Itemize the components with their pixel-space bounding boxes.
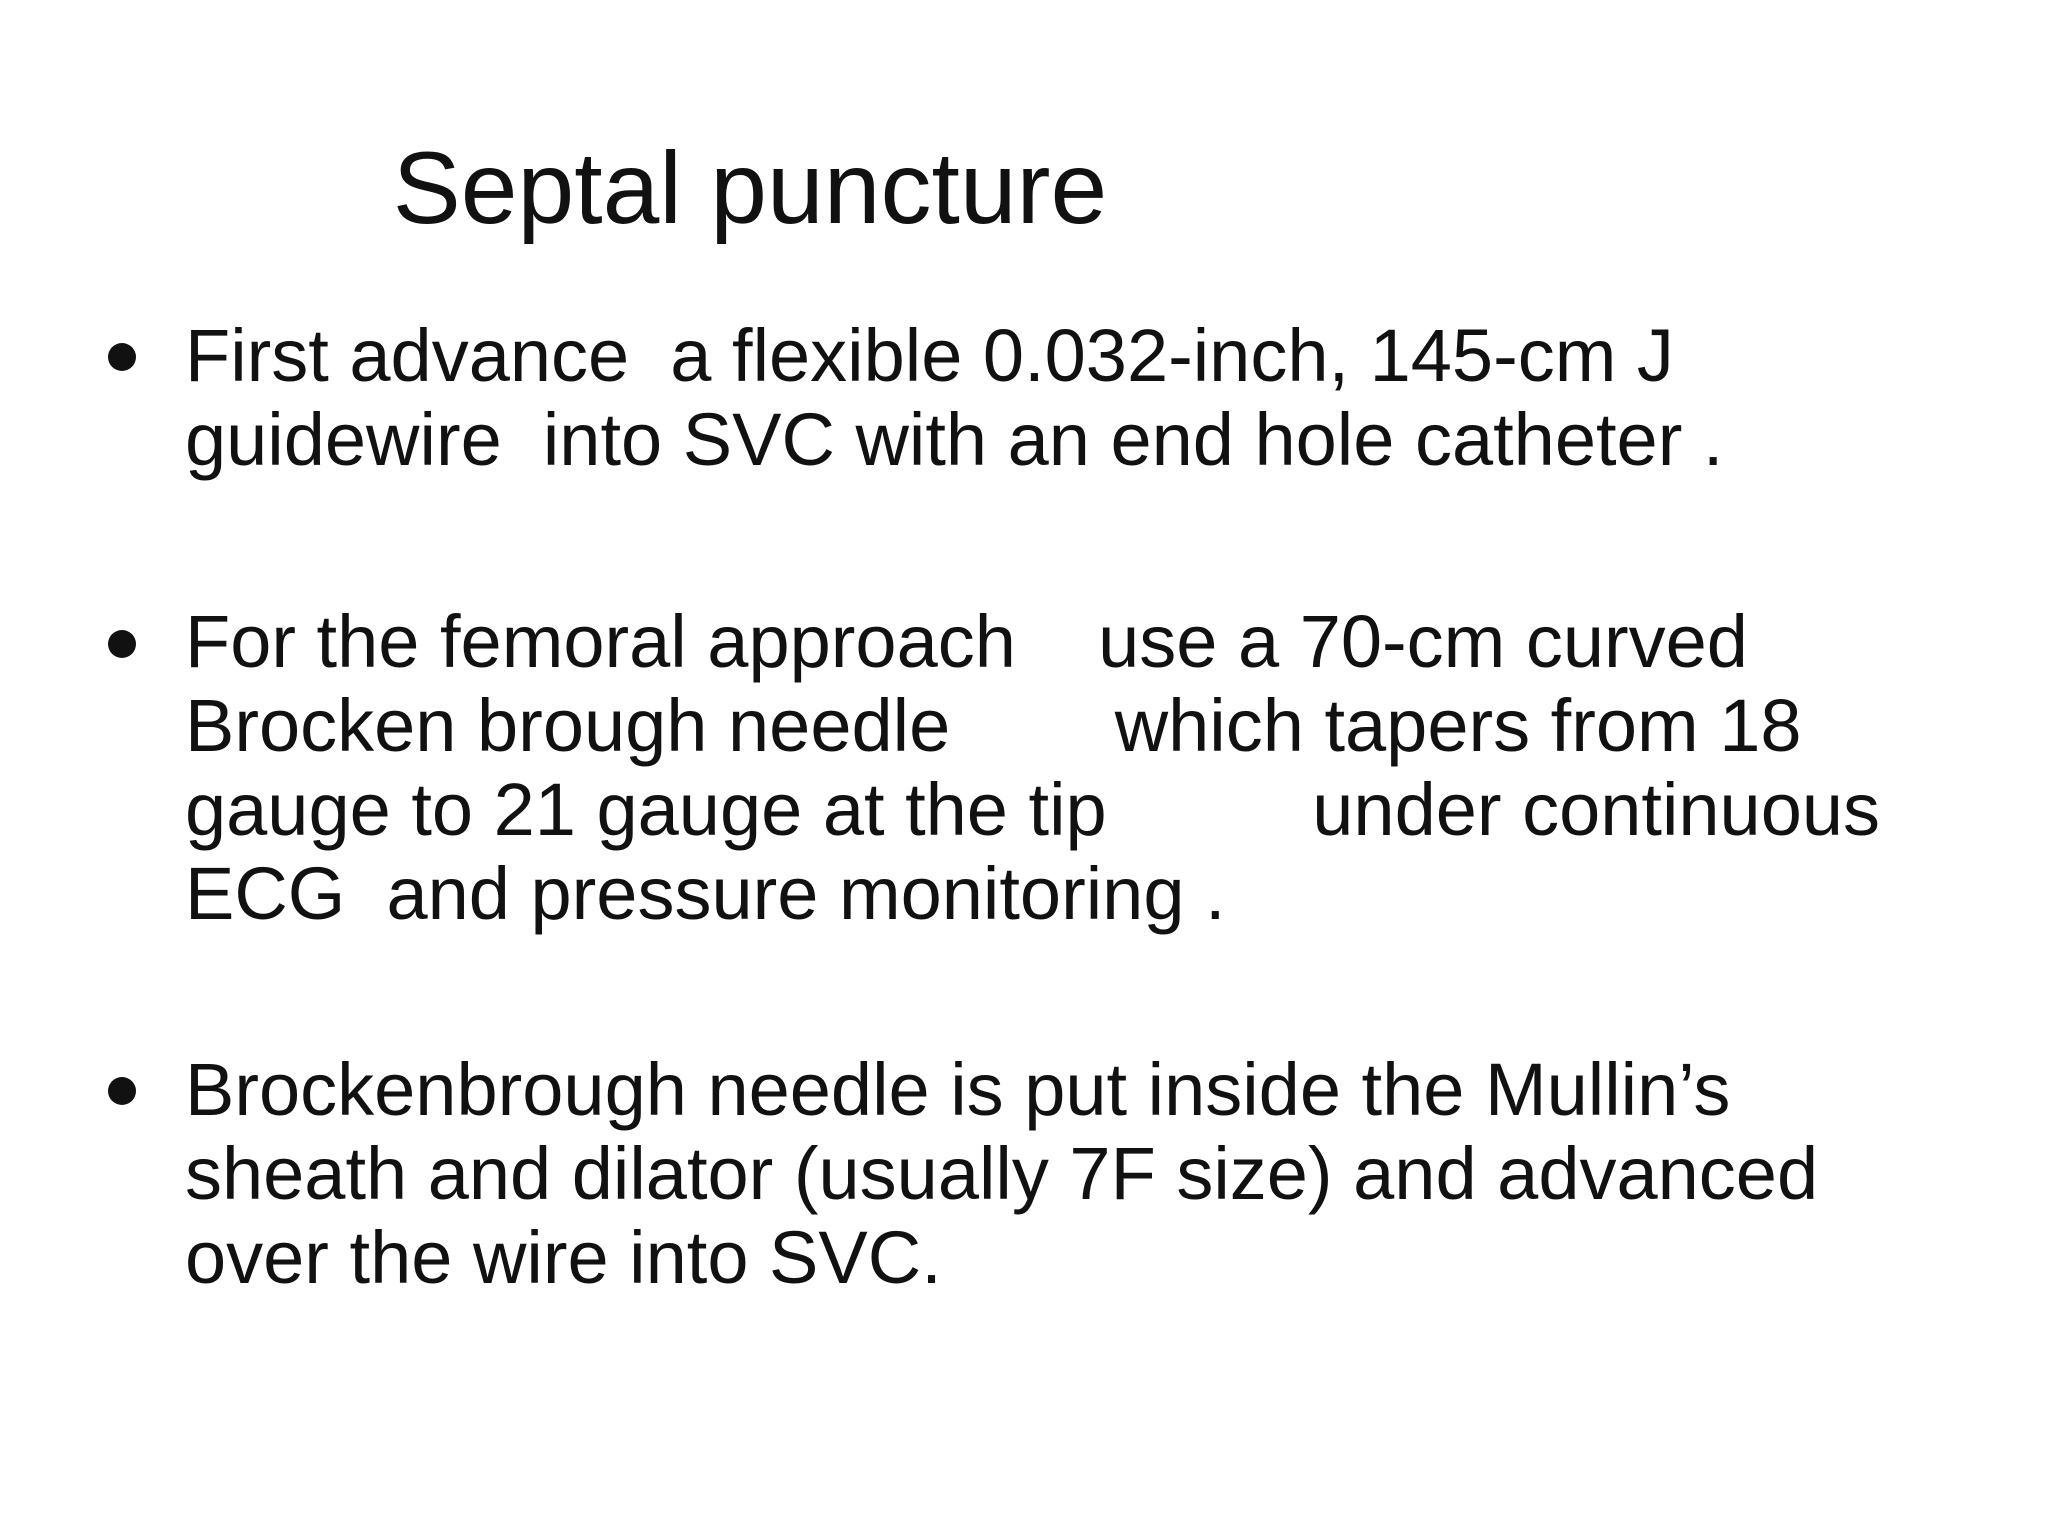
bullet-3-line-3: over the wire into SVC. bbox=[185, 1216, 942, 1299]
bullet-icon bbox=[108, 1077, 136, 1105]
bullet-icon bbox=[108, 630, 136, 658]
bullet-3-line-2: sheath and dilator (usually 7F size) and advanced bbox=[185, 1132, 1819, 1215]
bullet-3-line-1: Brockenbrough needle is put inside the Mullin’s bbox=[185, 1048, 1731, 1131]
bullet-2-line-2: Brocken brough needle which tapers from 18 bbox=[185, 684, 1802, 767]
bullet-1-line-2: guidewire into SVC with an end hole catheter . bbox=[185, 398, 1724, 481]
slide-title: Septal puncture bbox=[392, 131, 1108, 245]
bullet-2-line-1: For the femoral approach use a 70-cm curved bbox=[185, 600, 1748, 683]
bullet-1-line-1: First advance a flexible 0.032-inch, 145-cm J bbox=[185, 314, 1674, 397]
bullet-2-line-4: ECG and pressure monitoring . bbox=[185, 852, 1226, 935]
bullet-2-line-3: gauge to 21 gauge at the tip under continuous bbox=[185, 768, 1881, 851]
bullet-icon bbox=[108, 343, 136, 371]
